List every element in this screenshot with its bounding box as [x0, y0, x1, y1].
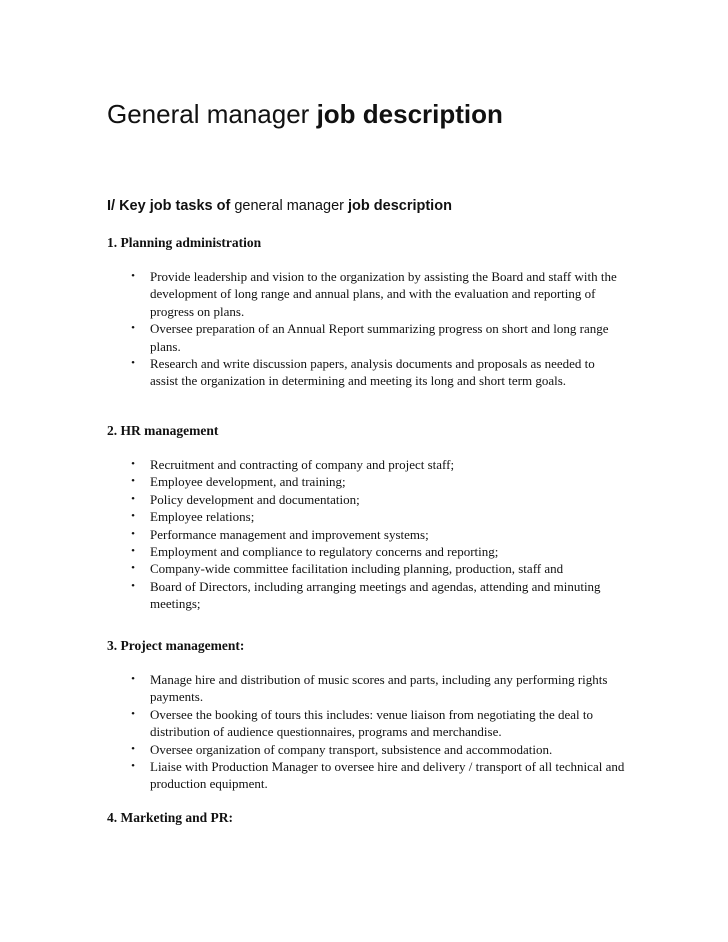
list-item: • Provide leadership and vision to the organization by assisting the Board and staff with the development of long range and annual plans, and with the evaluation and reporting of progress on plans. [150, 268, 625, 320]
subsection-heading-planning: 1. Planning administration [107, 235, 262, 250]
subsection-heading-project: 3. Project management: [107, 638, 245, 653]
bullet-icon: • [131, 492, 135, 505]
bullet-list-hr [131, 456, 625, 613]
title-regular: General manager [107, 99, 317, 129]
list-item: • Oversee the booking of tours this includes: venue liaison from negotiating the deal to distribution of audience questionnaires, programs and merchandise. [150, 706, 625, 741]
bullet-icon: • [131, 707, 135, 720]
subsection-heading-hr: 2. HR management [107, 423, 219, 438]
bullet-icon: • [131, 270, 135, 282]
list-item: • Oversee organization of company transport, subsistence and accommodation. [150, 741, 625, 758]
bullet-icon: • [131, 475, 135, 488]
list-item: • Oversee preparation of an Annual Report summarizing progress on short and long range plans. [150, 320, 625, 355]
list-item: • Employee development, and training; [150, 473, 625, 490]
bullet-icon: • [131, 742, 135, 755]
subsection-heading-marketing: 4. Marketing and PR: [107, 810, 233, 825]
section-heading [107, 196, 452, 216]
document-title [107, 98, 503, 130]
section-heading-prefix: I/ Key job tasks of [107, 198, 235, 214]
list-item: • Liaise with Production Manager to oversee hire and delivery / transport of all technical and production equipment. [150, 758, 625, 793]
bullet-icon: • [131, 673, 135, 685]
bullet-list-project [131, 671, 625, 793]
section-heading-suffix: job description [348, 198, 452, 214]
list-item: • Employee relations; [150, 508, 625, 525]
bullet-icon: • [131, 527, 135, 540]
list-item: • Performance management and improvement systems; [150, 526, 625, 543]
bullet-list-planning [131, 268, 625, 390]
list-item: • Policy development and documentation; [150, 491, 625, 508]
list-item: • Company-wide committee facilitation including planning, production, staff and [150, 560, 625, 577]
list-item: • Board of Directors, including arranging meetings and agendas, attending and minuting meetings; [150, 578, 625, 613]
title-bold: job description [316, 99, 503, 129]
bullet-icon: • [131, 357, 135, 370]
bullet-icon: • [131, 760, 135, 773]
bullet-icon: • [131, 562, 135, 575]
bullet-icon: • [131, 322, 135, 335]
bullet-icon: • [131, 458, 135, 470]
list-item: • Manage hire and distribution of music scores and parts, including any performing rights payments. [150, 671, 625, 706]
bullet-icon: • [131, 545, 135, 558]
list-item: • Recruitment and contracting of company and project staff; [150, 456, 625, 473]
list-item: • Employment and compliance to regulatory concerns and reporting; [150, 543, 625, 560]
section-heading-regular: general manager [234, 198, 348, 214]
bullet-icon: • [131, 579, 135, 592]
list-item: • Research and write discussion papers, analysis documents and proposals as needed to assist the organization in determining and meeting its long and short term goals. [150, 355, 625, 390]
bullet-icon: • [131, 510, 135, 523]
